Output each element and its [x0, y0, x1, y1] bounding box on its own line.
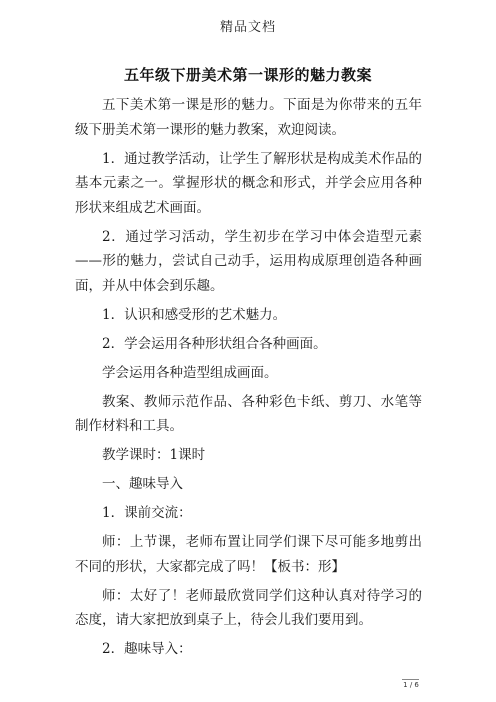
paragraph: 1．课前交流： [102, 505, 192, 521]
paragraph: 2．学会运用各种形状组合各种画面。 [102, 335, 327, 352]
paragraph: 1．认识和感受形的艺术魅力。 [102, 306, 287, 323]
paragraph: 2．趣味导入： [102, 641, 192, 657]
document-title: 五年级下册美术第一课形的魅力教案 [123, 66, 372, 84]
page-number: 1 / 6 [403, 681, 419, 689]
paragraph: 2．通过学习活动，学生初步在学习中体会造型元素——形的魅力，尝试自己动手，运用构成原理创造各种画面，并从中体会到乐趣。 [75, 228, 422, 294]
paragraph: 师：上节课，老师布置让同学们课下尽可能多地剪出不同的形状，大家都完成了吗！【板书：形】 [75, 534, 422, 575]
paragraph: 1．通过教学活动，让学生了解形状是构成美术作品的基本元素之一。掌握形状的概念和形式，并学会应用各种形状来组成艺术画面。 [75, 150, 422, 216]
paragraph: 师：太好了！老师最欣赏同学们这种认真对待学习的态度，请大家把放到桌子上，待会儿我们要用到。 [75, 587, 422, 628]
paragraph: 教学课时：1课时 [102, 447, 206, 463]
paragraph: 教案、教师示范作品、各种彩色卡纸、剪刀、水笔等制作材料和工具。 [75, 393, 422, 434]
footer-divider [402, 679, 419, 680]
paragraph: 学会运用各种造型组成画面。 [102, 364, 278, 381]
paragraph: 一、趣味导入 [102, 476, 183, 492]
paragraph: 五下美术第一课是形的魅力。下面是为你带来的五年级下册美术第一课形的魅力教案，欢迎阅读。 [75, 97, 422, 138]
document-body [75, 93, 422, 666]
page-header: 精品文档 [219, 20, 276, 35]
